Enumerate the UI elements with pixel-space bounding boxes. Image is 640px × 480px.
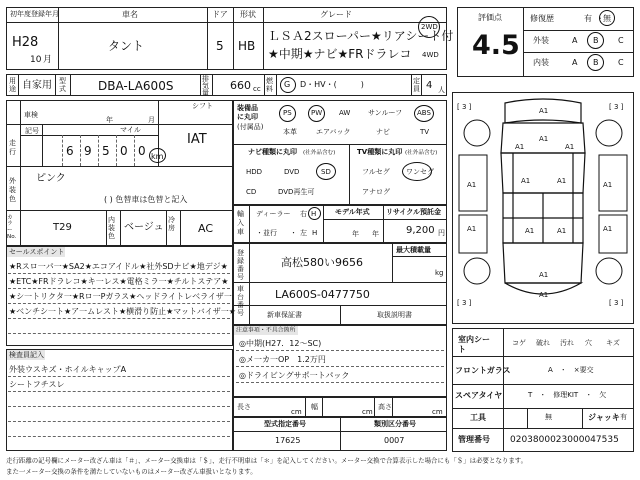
- score-label: 評価点: [478, 13, 502, 22]
- shift-value: IAT: [187, 132, 207, 147]
- color-number: T29: [53, 222, 72, 233]
- door-count: 5: [216, 39, 224, 53]
- grade-line-1: ＬＳＡ2スローパー★リアシート付: [268, 29, 454, 43]
- spare-tire-value: T ・ 修理KIT ・ 欠: [528, 391, 607, 399]
- odometer-digit: 9: [84, 144, 92, 158]
- damage-mark: A1: [565, 143, 575, 151]
- management-label: 管理番号: [458, 435, 490, 444]
- model-code: DBA-LA600S: [98, 79, 174, 93]
- body-shape: HB: [238, 39, 256, 53]
- color-no-label: カラーNo.: [7, 214, 17, 240]
- equip-airbag: エアバック: [316, 128, 351, 136]
- use-label: 用途: [9, 77, 16, 93]
- inspector-label: 検査員記入: [9, 351, 44, 359]
- notes-line-2: ◎メ一カ一OP 1.2万円: [239, 355, 326, 364]
- damage-mark: A1: [467, 225, 477, 233]
- jack-label: ジャッキ: [588, 413, 620, 422]
- type-label: 型式: [59, 77, 66, 93]
- mileage-label: 走行: [9, 139, 16, 156]
- sales-line-3: ★シ一トリクタ一★Rロ一Pガラス★ヘッドライトレベライザ一: [9, 292, 232, 301]
- navi-sd: SD: [321, 168, 331, 176]
- first-reg-year: H28: [12, 35, 39, 50]
- sales-points-label: セールスポイント: [9, 248, 65, 256]
- tv-analog: アナログ: [362, 188, 390, 196]
- grade-line-2: ★中期★ナビ★FRドラレコ: [268, 47, 412, 61]
- interior-color: ベージュ: [124, 222, 164, 233]
- damage-mark: A1: [525, 227, 535, 235]
- sales-line-4: ★ベンチシ一ト★ア一ムレスト★横滑り防止★マットバイザ一★: [9, 307, 236, 316]
- ac-label: 冷房: [168, 216, 175, 232]
- ac-value: AC: [198, 222, 214, 235]
- manual-label: 取扱説明書: [377, 311, 412, 319]
- width-label: 幅: [311, 403, 318, 411]
- odometer-digit: 0: [120, 144, 128, 158]
- tv-fullseg: フルセグ: [362, 168, 390, 176]
- damage-mark: A1: [557, 227, 567, 235]
- damage-mark: A1: [603, 181, 613, 189]
- fuel-selected: G: [284, 80, 291, 89]
- seat-label: 室内シート: [458, 335, 490, 354]
- parallel-import: ・並行: [256, 229, 277, 237]
- damage-mark: A1: [539, 291, 549, 299]
- equipment-label: 装備品に丸印: [237, 104, 258, 121]
- color-note: ( ) 色替車は色替と記入: [104, 195, 188, 204]
- seat-tear: 破れ: [536, 339, 550, 347]
- notes-label: 注意事項・不具合箇所: [236, 326, 296, 333]
- interior-label: 内装: [533, 58, 549, 67]
- equip-aw: AW: [339, 109, 351, 117]
- import-label: 輸入車: [237, 210, 244, 236]
- usage: 自家用: [22, 80, 52, 91]
- tv-oneseg: ワンセグ: [406, 168, 434, 176]
- spare-tire-label: スペアタイヤ: [455, 391, 503, 400]
- tools-value: 無: [545, 413, 552, 421]
- footer-note-1: 走行距離の記号欄にメーター改ざん車は「＃」、メーター交換車は「＄」、走行不明車は「＊」を記入してください。メーター交換で合算表示した場合にも「＄」は必要となります。: [6, 457, 528, 465]
- svg-text:[ 3 ]: [ 3 ]: [457, 103, 472, 111]
- inspector-line-1: 外装ウスキズ・ホイルキャップA: [9, 365, 127, 374]
- fuel-label: 燃料: [266, 77, 273, 93]
- exterior-label: 外装: [533, 36, 549, 45]
- navi-type-label: ナビ種類に丸印: [248, 148, 297, 156]
- displacement: 660: [230, 79, 251, 92]
- model-year-label: モデル年式: [335, 208, 370, 216]
- exterior-grade: B: [593, 36, 599, 45]
- capacity-label: 定員: [413, 77, 420, 93]
- left-hand: 左: [300, 229, 307, 237]
- damage-mark: A1: [603, 225, 613, 233]
- windshield-value: A ・ ×要交: [548, 366, 594, 374]
- navi-cd: CD: [246, 188, 257, 196]
- windshield-label: フロントガラス: [455, 366, 511, 375]
- navi-hdd: HDD: [246, 168, 263, 176]
- frame-number: LA600S-0477750: [275, 288, 370, 301]
- category-label: 類別区分番号: [374, 420, 416, 428]
- registration-number: 高松580い9656: [281, 256, 363, 269]
- capacity: 4: [426, 80, 433, 91]
- jack-value: 有: [620, 413, 627, 421]
- grade-label: グレード: [320, 10, 352, 19]
- evaluation-score: 4.5: [472, 30, 520, 61]
- navi-dvd: DVD: [284, 168, 300, 176]
- tv-type-label: TV種類に丸印: [357, 148, 403, 156]
- drive-2wd: 2WD: [421, 23, 438, 31]
- repair-label: 修復歴: [530, 14, 554, 23]
- seat-scratch: キズ: [606, 339, 620, 347]
- damage-mark: A1: [467, 181, 477, 189]
- navi-dvd-play: DVD再生可: [278, 188, 315, 196]
- seat-hole: 穴: [585, 339, 592, 347]
- svg-text:[ 3 ]: [ 3 ]: [609, 299, 624, 307]
- footer-note-2: また一メーター交換の条件を満たしていないものはメーター改ざん車扱いとなります。: [6, 468, 257, 476]
- equip-abs: ABS: [417, 109, 431, 117]
- car-name: タント: [108, 39, 145, 53]
- reg-date-label: 初年度登録年月: [10, 10, 59, 18]
- month-unit: 月: [43, 55, 53, 65]
- reg-number-label: 登録番号: [237, 249, 244, 281]
- management-number: 0203800023000047535: [510, 435, 619, 445]
- svg-text:[ 3 ]: [ 3 ]: [457, 299, 472, 307]
- repair-no: 無: [603, 14, 611, 23]
- equip-ps: PS: [283, 109, 292, 117]
- equip-pw: PW: [311, 109, 323, 117]
- fuel-options: D・HV・( ): [300, 80, 364, 89]
- type-spec-number: 17625: [275, 436, 301, 445]
- drive-4wd: 4WD: [422, 51, 439, 59]
- sales-line-2: ★ETC★FRドラレコ★キ一レス★電格ミラ一★チルトステア★: [9, 277, 229, 286]
- damage-mark: A1: [539, 135, 549, 143]
- damage-mark: A1: [515, 143, 525, 151]
- vehicle-damage-diagram: [453, 93, 633, 323]
- interior-grade: B: [593, 58, 599, 67]
- dealer: ディーラー: [256, 210, 291, 218]
- height-label: 高さ: [378, 403, 392, 411]
- max-load-label: 最大積載量: [396, 246, 431, 254]
- door-label: ドア: [212, 10, 228, 19]
- first-reg-month: 10: [30, 55, 42, 65]
- seat-stain: 汚れ: [560, 339, 574, 347]
- equip-leather: 本革: [283, 128, 297, 136]
- seat-burn: コゲ: [512, 339, 526, 347]
- equip-tv: TV: [420, 128, 430, 136]
- displacement-label: 排気量: [202, 75, 209, 97]
- odometer-digit: 0: [138, 144, 146, 158]
- exterior-color: ピンク: [36, 173, 66, 184]
- recycle-label: リサイクル預託金: [386, 208, 442, 216]
- damage-mark: A1: [521, 177, 531, 185]
- damage-mark: A1: [539, 271, 549, 279]
- right-hand: 右: [300, 210, 307, 218]
- interior-color-label: 内装色: [108, 216, 115, 240]
- category-number: 0007: [384, 436, 405, 445]
- notes-line-3: ◎ドライビングサポ一トパック: [239, 371, 350, 380]
- warranty-label: 新車保証書: [267, 311, 302, 319]
- equip-navi: ナビ: [376, 128, 390, 136]
- damage-mark: A1: [539, 107, 549, 115]
- inspection-label: 車検: [24, 111, 38, 119]
- svg-text:[ 3 ]: [ 3 ]: [609, 103, 624, 111]
- damage-mark: A1: [557, 177, 567, 185]
- color-label: 外装色: [9, 177, 16, 203]
- notes-line-1: ◎中期(H27．12～SC): [239, 339, 322, 348]
- mileage-unit: km: [151, 152, 164, 161]
- length-label: 長さ: [237, 403, 251, 411]
- shape-label: 形状: [240, 10, 256, 19]
- repair-yes: 有: [584, 14, 592, 23]
- type-spec-label: 型式指定番号: [264, 420, 306, 428]
- odometer-digit: 5: [102, 144, 110, 158]
- inspector-line-2: シートフチスレ: [9, 380, 65, 389]
- car-name-label: 車名: [122, 10, 138, 19]
- sales-line-1: ★Rスロ一パ一★SA2★エコアイドル★社外SDナビ★地デジ★: [9, 262, 228, 271]
- equip-sunroof: サンルーフ: [368, 109, 403, 117]
- shift-label: シフト: [192, 102, 213, 110]
- recycle-deposit: 9,200: [406, 225, 435, 236]
- odometer-digit: 6: [66, 144, 74, 158]
- tools-label: 工具: [470, 413, 486, 422]
- frame-label: 車台番号: [237, 285, 244, 317]
